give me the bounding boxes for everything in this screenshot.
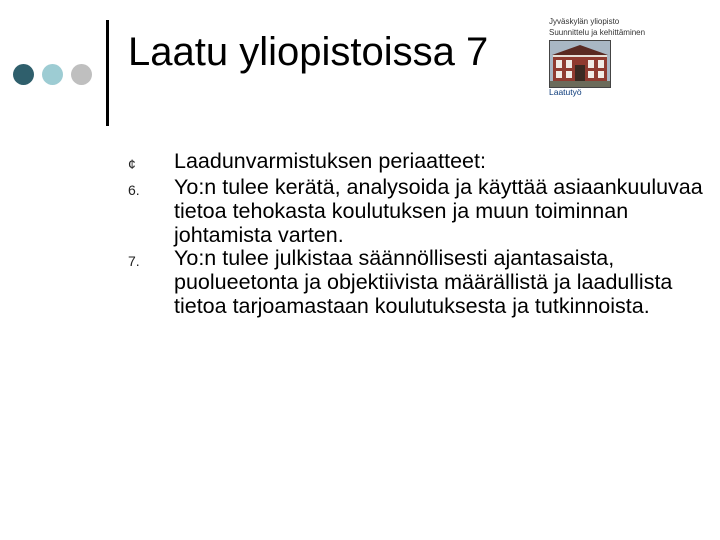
decorative-dots xyxy=(13,64,99,86)
dot-grey xyxy=(71,64,92,85)
dot-light-teal xyxy=(42,64,63,85)
slide-title: Laatu yliopistoissa 7 xyxy=(128,30,489,74)
title-divider xyxy=(106,20,109,126)
list-marker: 7. xyxy=(128,253,140,270)
logo-line-1: Jyväskylän yliopisto xyxy=(549,17,620,26)
list-item xyxy=(126,150,706,176)
dot-dark xyxy=(13,64,34,85)
list-item-text: Laadunvarmistuksen periaatteet: xyxy=(174,149,486,173)
logo-caption: Laatutyö xyxy=(549,87,582,97)
list-item xyxy=(126,176,706,247)
list-item-text: Yo:n tulee kerätä, analysoida ja käyttää asiaankuuluvaa tietoa tehokasta koulutuksen ja muun toiminnan johtamista varten. xyxy=(174,175,703,247)
list-item xyxy=(126,247,706,318)
list-item-text: Yo:n tulee julkistaa säännöllisesti ajantasaista, puolueetonta ja objektiivista määrällistä ja laadullista tietoa tarjoamastaan koulutuksesta ja tutkinnoista. xyxy=(174,246,673,318)
logo-text xyxy=(549,16,709,38)
list-marker: ¢ xyxy=(128,156,136,172)
list-marker: 6. xyxy=(128,182,140,198)
logo-line-2: Suunnittelu ja kehittäminen xyxy=(549,28,646,37)
bullet-list xyxy=(126,150,706,319)
building-image xyxy=(549,40,611,88)
